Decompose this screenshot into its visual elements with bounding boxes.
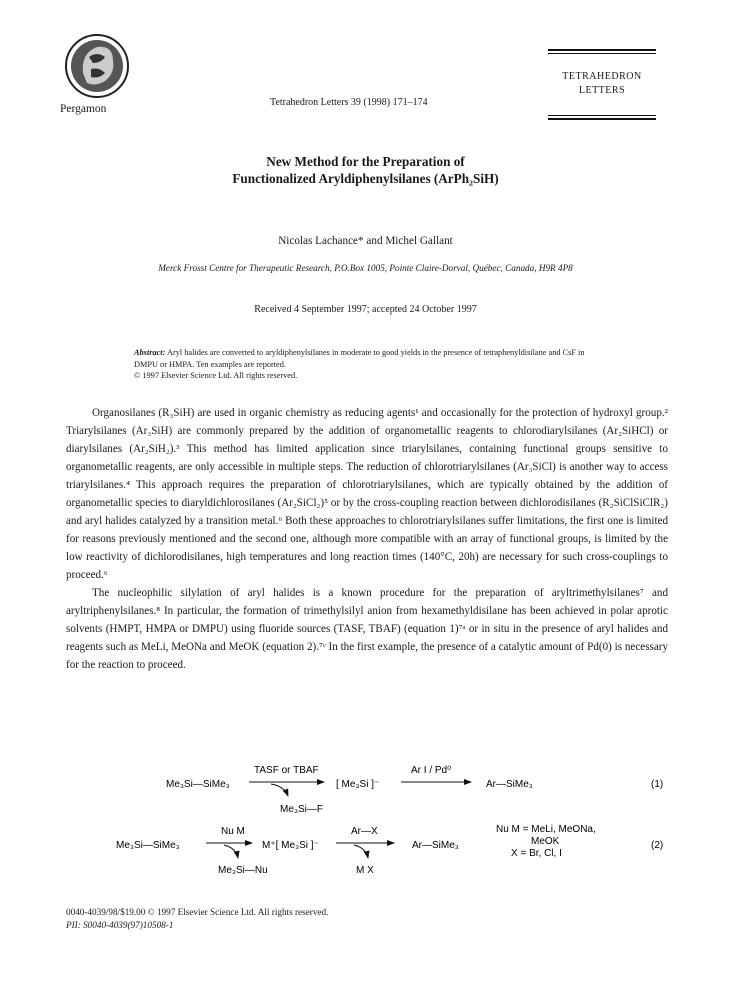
eq1-reactant: Me₃Si—SiMe₃ [166, 779, 230, 790]
abstract [134, 347, 594, 382]
eq1-byproduct: Me₃Si—F [280, 804, 323, 815]
eq2-reactant: Me₃Si—SiMe₃ [116, 840, 180, 851]
journal-brand [548, 49, 656, 121]
eq1-number: (1) [651, 779, 664, 790]
publisher-logo-icon [61, 33, 133, 99]
eq2-reagent2: Ar—X [351, 826, 378, 837]
abstract-label: Abstract: [134, 348, 166, 357]
eq2-byproduct-arrow [224, 845, 238, 858]
journal-name: TETRAHEDRON LETTERS [562, 71, 642, 96]
eq2-conditions: X = Br, Cl, I [511, 848, 562, 859]
eq2-reagent: Nu M [221, 826, 245, 837]
publisher-name: Pergamon [60, 103, 107, 115]
eq2-conditions: MeOK [531, 836, 560, 847]
abstract-copyright: © 1997 Elsevier Science Ltd. All rights reserved. [134, 371, 298, 380]
eq2-byproduct2-arrow [354, 845, 368, 858]
paragraph: The nucleophilic silylation of aryl halides is a known procedure for the preparation of aryltrimethylsilanes⁷ and aryltriphenylsilanes.⁸ In particular, the formation of trimethylsilyl anion from hexamethyldisilane has been achieved in polar aprotic solvents (HMPT, HMPA or DMPU) using fluoride sources (TASF, TBAF) (equation 1)⁷ᵃ or in situ in the presence of aryl halides and reagents such as MeLi, MeONa and MeOK (equation 2).⁷ᶜ In the first example, the presence of a catalytic amount of Pd(0) is necessary for the reaction to proceed. [66, 587, 668, 671]
pii-line: PII: S0040-4039(97)10508-1 [66, 920, 174, 930]
eq1-byproduct-arrow [271, 784, 288, 796]
reaction-equations [66, 760, 668, 885]
copyright-line: 0040-4039/98/$19.00 © 1997 Elsevier Science Ltd. All rights reserved. [66, 907, 329, 917]
footer [66, 906, 328, 932]
body-text [66, 404, 668, 674]
received-dates: Received 4 September 1997; accepted 24 October 1997 [254, 304, 477, 315]
journal-reference: Tetrahedron Letters 39 (1998) 171–174 [270, 97, 428, 108]
authors: Nicolas Lachance* and Michel Gallant [278, 235, 453, 247]
eq2-byproduct2: M X [356, 865, 374, 876]
eq1-reagent2: Ar I / Pd⁰ [411, 765, 452, 776]
eq1-product: Ar—SiMe₃ [486, 779, 533, 790]
eq1-intermediate: [ Me₃Si ]⁻ [336, 779, 380, 790]
eq2-intermediate: M⁺[ Me₃Si ]⁻ [262, 840, 319, 851]
eq2-number: (2) [651, 840, 664, 851]
eq2-product: Ar—SiMe₃ [412, 840, 459, 851]
eq2-conditions: Nu M = MeLi, MeONa, [496, 824, 596, 835]
eq2-byproduct: Me₃Si—Nu [218, 865, 268, 876]
affiliation: Merck Frosst Centre for Therapeutic Research, P.O.Box 1005, Pointe Claire-Dorval, Québec, Canada, H9R 4P8 [158, 263, 573, 273]
article-title: New Method for the Preparation of Functionalized Aryldiphenylsilanes (ArPh₂SiH) [232, 154, 499, 186]
abstract-text: Aryl halides are converted to aryldiphenylsilanes in moderate to good yields in the presence of tetraphenyldisilane and CsF in DMPU or HMPA. Ten examples are reported. [134, 348, 585, 369]
paragraph: Organosilanes (R₃SiH) are used in organic chemistry as reducing agents¹ and occasionally for the protection of hydroxyl group.² Triarylsilanes (Ar₃SiH) are commonly prepared by the addition of organometallic reagents to chlorodiarylsilanes (Ar₂SiHCl) or diarylsilanes (Ar₂SiH₂).³ This method has limited application since triarylsilanes, containing functional groups sensitive to organometallic reagents, are only accessible in multiple steps. The reduction of chlorotriarylsilanes (Ar₃SiCl) is another way to access triarylsilanes.⁴ This approach requires the preparation of chlorotriarylsilanes, which are typically obtained by the addition of organometallic species to diaryldichlorosilanes (Ar₂SiCl₂)⁵ or by the cross-coupling reaction between dichlorodisilanes (R₂SiClSiClR₂) and aryl halides catalyzed by a transition metal.⁶ Both these approaches to chlorotriarylsilanes suffer limitations, the first one is limited for reasons previously mentioned and the second one, although more compatible with an array of functional groups, is limited by the low reactivity of dichlorodisilanes, high temperatures and long reaction times (140°C, 20h) are necessary for such cross-couplings to proceed.⁶ [66, 407, 668, 581]
eq1-reagent: TASF or TBAF [254, 765, 319, 776]
